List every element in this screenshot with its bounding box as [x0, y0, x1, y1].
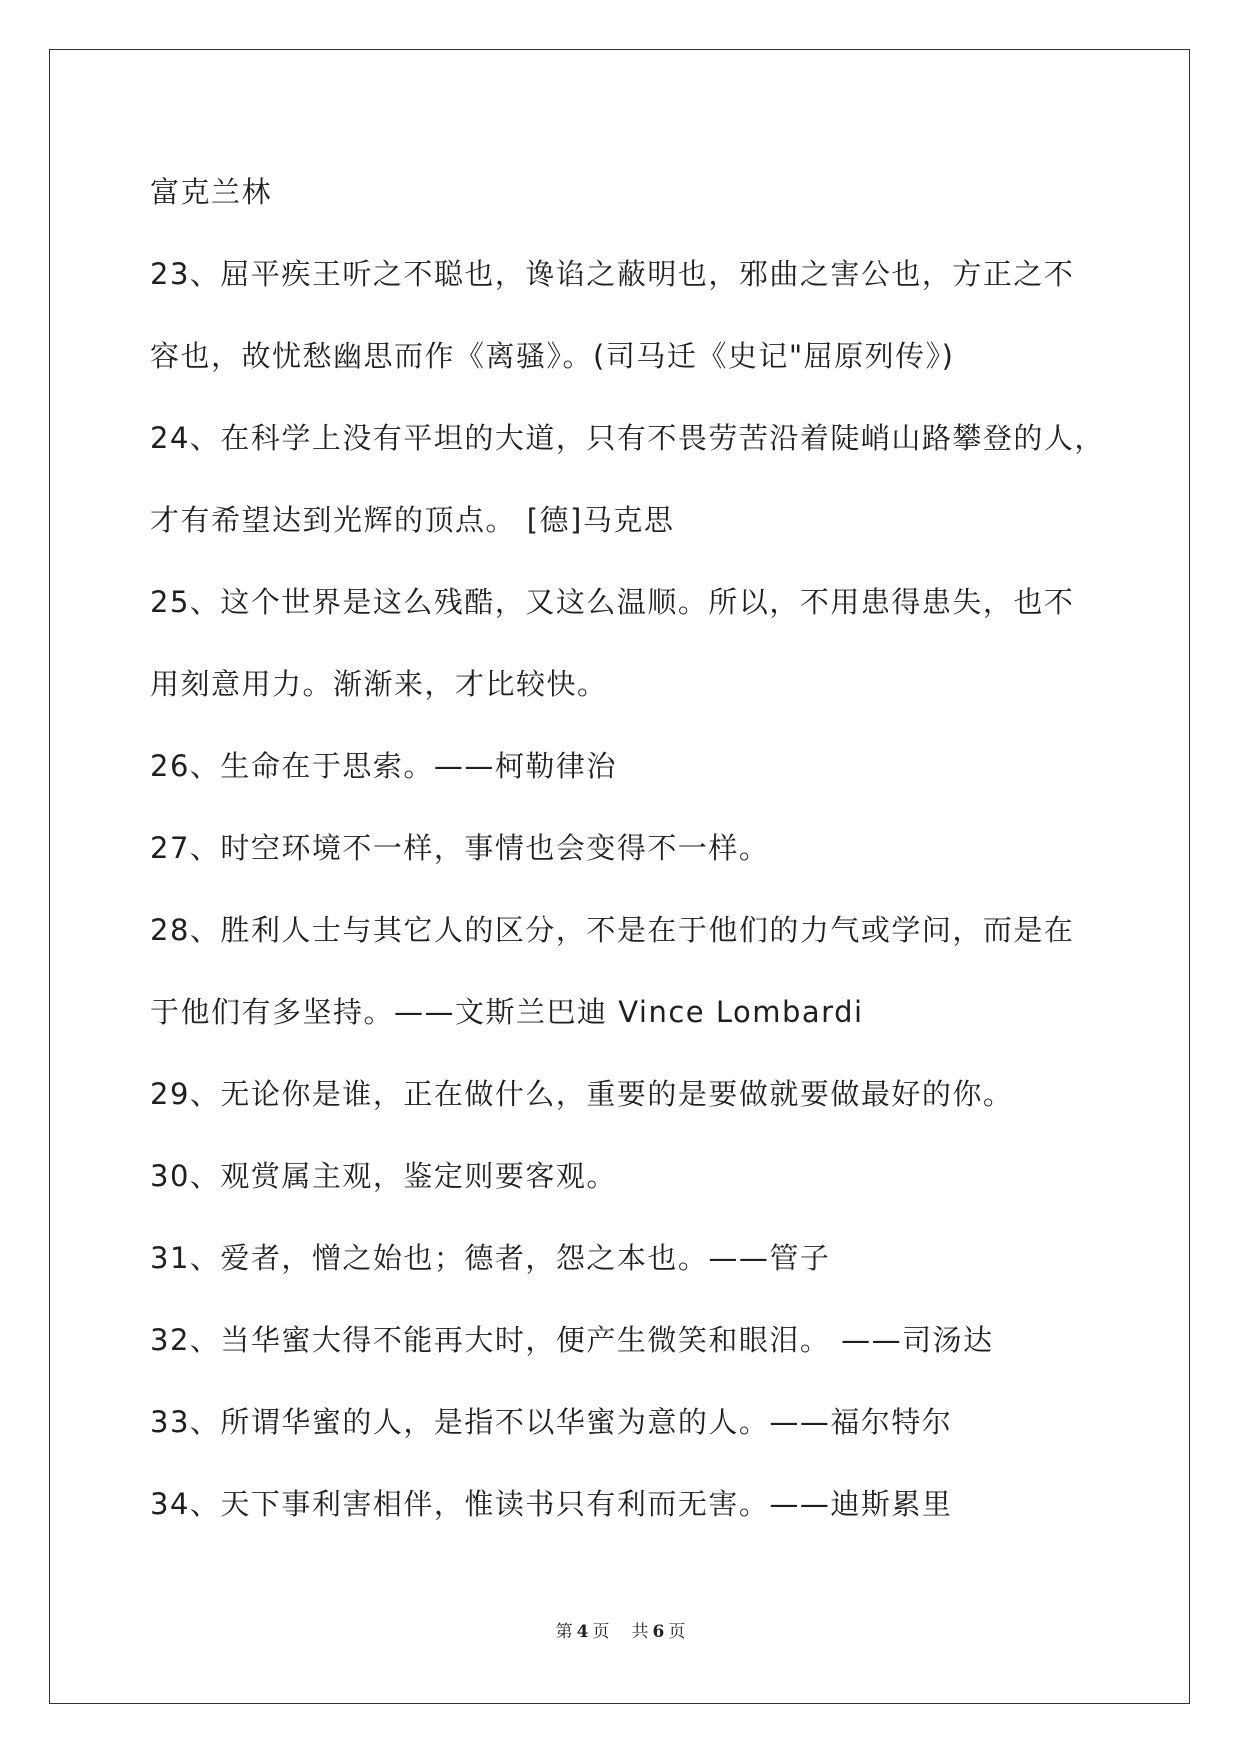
- total-unit: 页: [668, 1622, 686, 1642]
- text-line: 32、当华蜜大得不能再大时，便产生微笑和眼泪。 ——司汤达: [150, 1323, 994, 1357]
- text-line: 30、观赏属主观，鉴定则要客观。: [150, 1159, 617, 1193]
- text-line: 34、天下事利害相伴，惟读书只有利而无害。——迪斯累里: [150, 1487, 953, 1521]
- page-border: [49, 49, 1190, 1704]
- text-line: 24、在科学上没有平坦的大道，只有不畏劳苦沿着陡峭山路攀登的人，: [150, 421, 1105, 455]
- page-footer: [0, 1617, 1241, 1642]
- page-unit: 页: [592, 1622, 610, 1642]
- total-prefix: 共: [631, 1622, 649, 1642]
- text-line: 容也，故忧愁幽思而作《离骚》。(司马迁《史记"屈原列传》): [150, 339, 955, 373]
- text-line: 25、这个世界是这么残酷，又这么温顺。所以，不用患得患失，也不: [150, 585, 1075, 619]
- text-line: 33、所谓华蜜的人，是指不以华蜜为意的人。——福尔特尔: [150, 1405, 953, 1439]
- text-line: 27、时空环境不一样，事情也会变得不一样。: [150, 831, 770, 865]
- current-page-number: 4: [576, 1622, 589, 1642]
- text-line: 富克兰林: [150, 175, 273, 209]
- text-line: 29、无论你是谁，正在做什么，重要的是要做就要做最好的你。: [150, 1077, 1014, 1111]
- page-prefix: 第: [555, 1622, 573, 1642]
- total-page-count: 6: [652, 1622, 665, 1642]
- text-line: 才有希望达到光辉的顶点。 [德]马克思: [150, 503, 675, 537]
- text-line: 23、屈平疾王听之不聪也，谗谄之蔽明也，邪曲之害公也，方正之不: [150, 257, 1075, 291]
- text-line: 31、爱者，憎之始也；德者，怨之本也。——管子: [150, 1241, 831, 1275]
- text-line: 28、胜利人士与其它人的区分，不是在于他们的力气或学问，而是在: [150, 913, 1075, 947]
- text-line: 于他们有多坚持。——文斯兰巴迪 Vince Lombardi: [150, 995, 864, 1029]
- text-line: 26、生命在于思索。——柯勒律治: [150, 749, 617, 783]
- text-line: 用刻意用力。渐渐来，才比较快。: [150, 667, 608, 701]
